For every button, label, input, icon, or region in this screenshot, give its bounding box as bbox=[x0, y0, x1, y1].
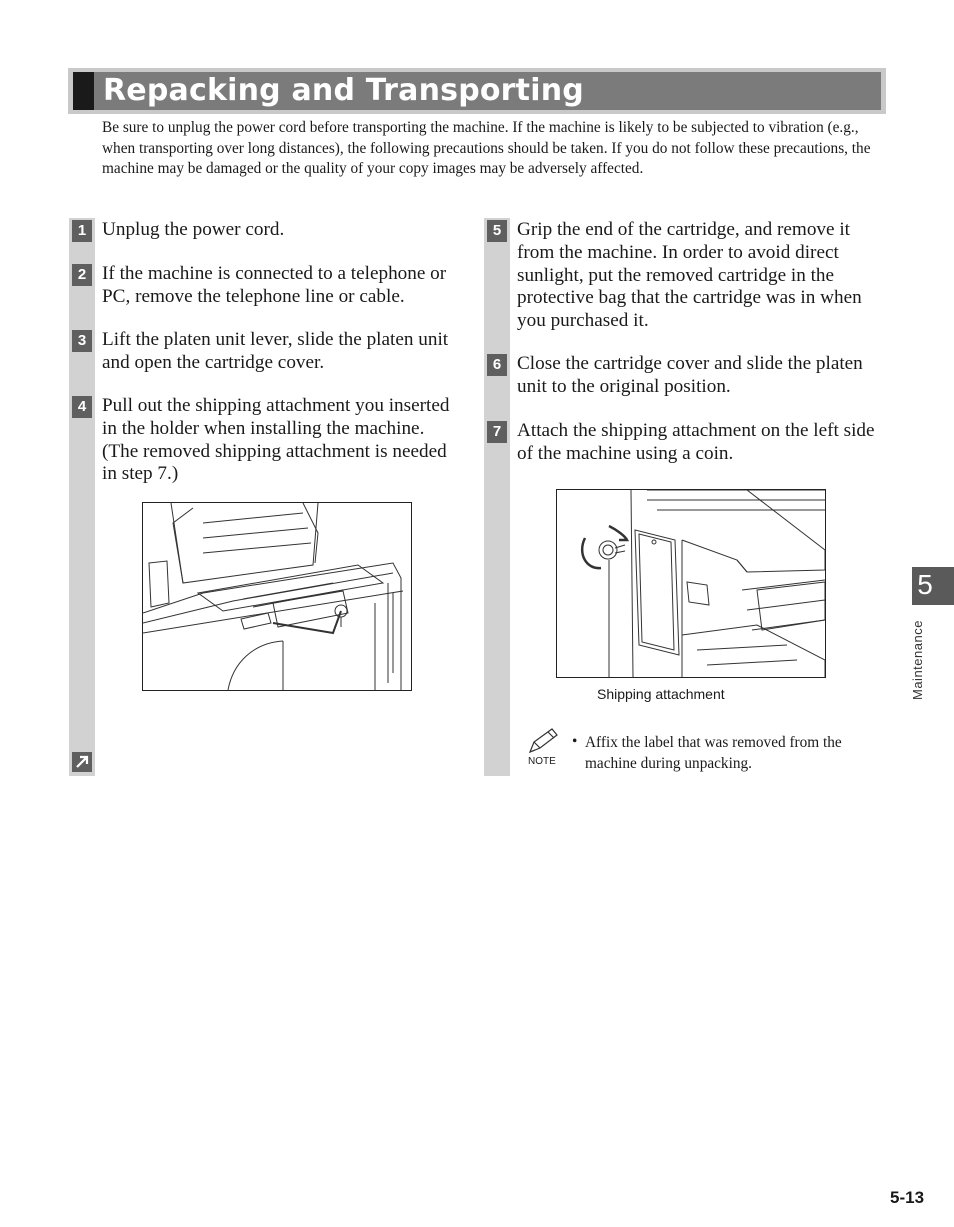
continue-arrow-icon bbox=[72, 752, 92, 772]
chapter-number: 5 bbox=[917, 569, 933, 600]
step-6-text: Close the cartridge cover and slide the platen unit to the original position. bbox=[517, 353, 863, 397]
step-1-text: Unplug the power cord. bbox=[102, 219, 285, 240]
step-4-number: 4 bbox=[72, 396, 92, 418]
step-3-number: 3 bbox=[72, 330, 92, 352]
figure-callout-label: Shipping attachment bbox=[597, 686, 725, 702]
step-7-number: 7 bbox=[487, 421, 507, 443]
page-title: Repacking and Transporting bbox=[103, 73, 584, 108]
title-marker bbox=[73, 72, 94, 110]
step-2-text: If the machine is connected to a telephone or PC, remove the telephone line or cable. bbox=[102, 263, 447, 307]
page-number: 5-13 bbox=[890, 1188, 925, 1207]
step-7-text: Attach the shipping attachment on the left side of the machine using a coin. bbox=[517, 420, 875, 464]
step-3-text: Lift the platen unit lever, slide the platen unit and open the cartridge cover. bbox=[102, 329, 449, 373]
chapter-tab bbox=[912, 567, 954, 605]
section-side-label: Maintenance bbox=[910, 620, 925, 700]
step-2-number: 2 bbox=[72, 264, 92, 286]
note-bullet: • bbox=[572, 733, 578, 750]
note-label: NOTE bbox=[528, 756, 556, 767]
intro-paragraph: Be sure to unplug the power cord before transporting the machine. If the machine is likely to be subjected to vibration (e.g., when transporting over long distances), the following precautions should be taken. If you do not follow these precautions, the machine may be damaged or the quality of your copy images may be adversely affected. bbox=[102, 119, 871, 178]
step-1-number: 1 bbox=[72, 220, 92, 242]
note-text: Affix the label that was removed from the machine during unpacking. bbox=[585, 734, 842, 772]
step-4-text: Pull out the shipping attachment you inserted in the holder when installing the machine. (The removed shipping attachment is needed in step 7.) bbox=[102, 395, 450, 485]
machine-open-illustration bbox=[142, 502, 412, 691]
left-column-strip bbox=[69, 218, 95, 776]
shipping-attachment-illustration bbox=[556, 489, 826, 678]
step-5-number: 5 bbox=[487, 220, 507, 242]
step-6-number: 6 bbox=[487, 354, 507, 376]
title-bar-inner bbox=[73, 72, 881, 110]
title-bar bbox=[68, 68, 886, 114]
right-column-strip bbox=[484, 218, 510, 776]
step-5-text: Grip the end of the cartridge, and remove it from the machine. In order to avoid direct sunlight, put the removed cartridge in the protective bag that the cartridge was in when you purchased it. bbox=[517, 219, 862, 332]
